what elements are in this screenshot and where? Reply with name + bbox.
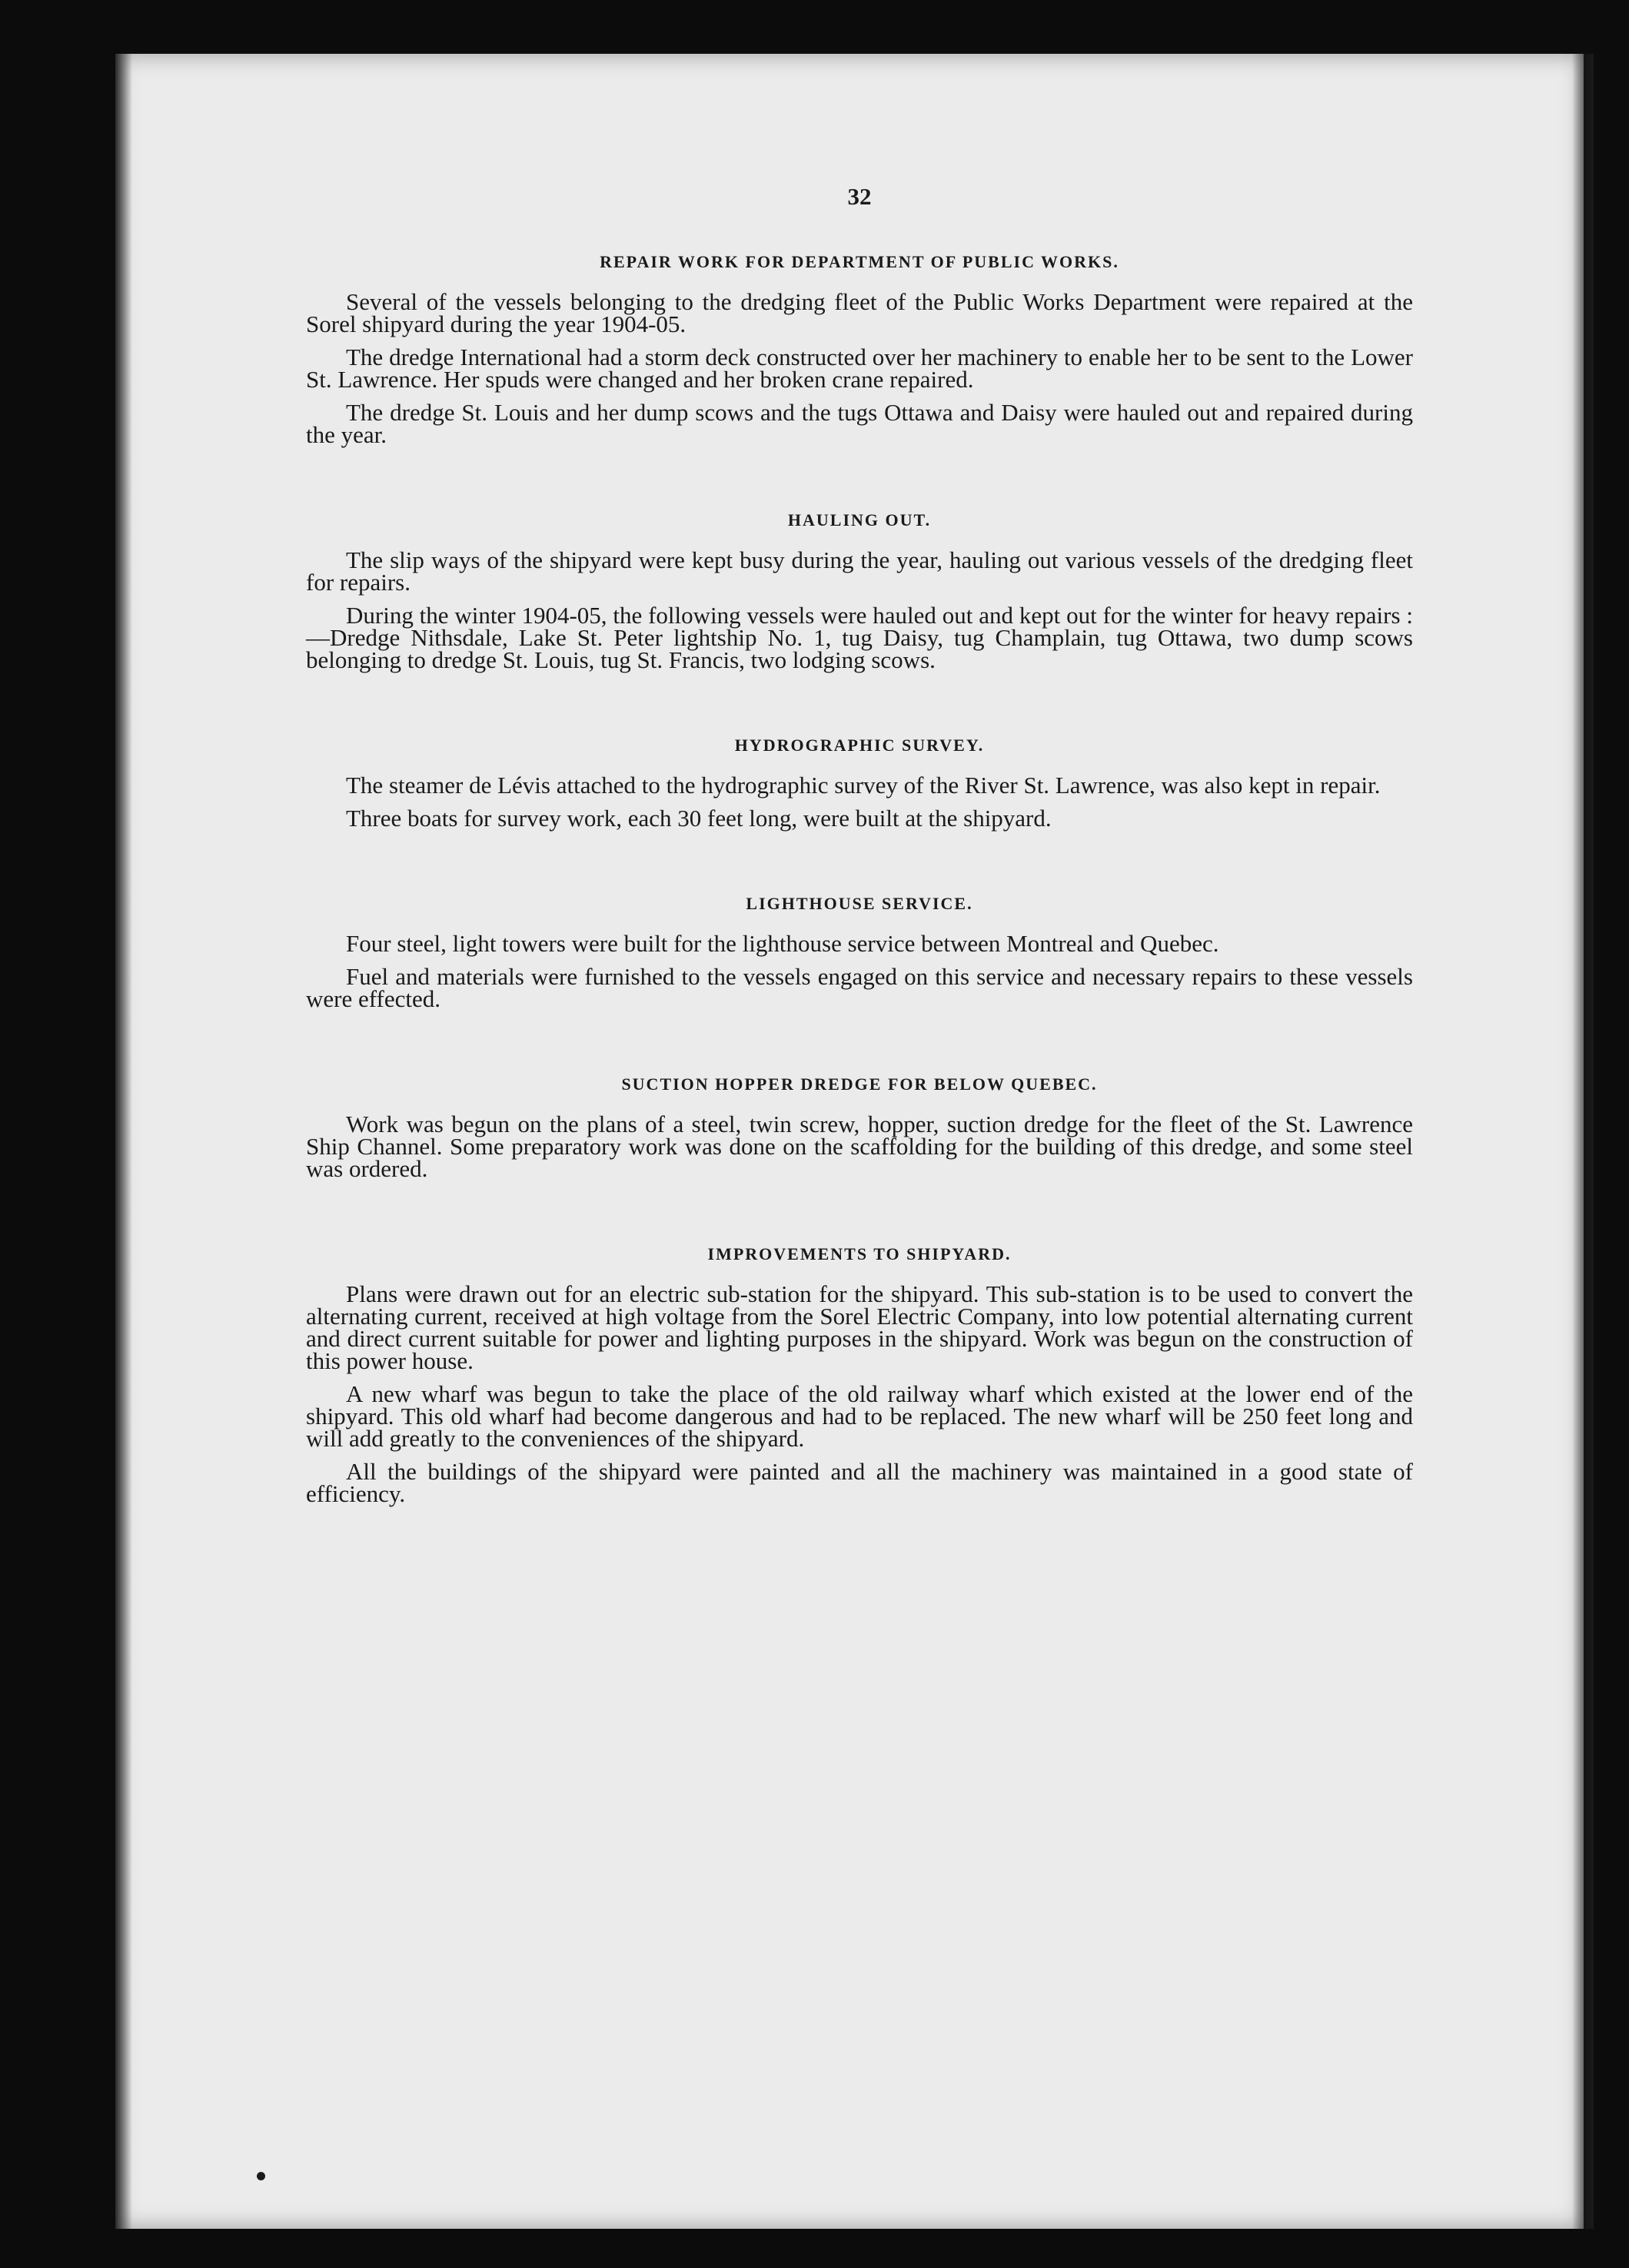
page-content [306,183,1413,1516]
page-shadow-right [1572,54,1594,2229]
paragraph: Four steel, light towers were built for the lighthouse service between Montreal and Quebec. [346,930,1219,957]
page-shadow-left [115,54,132,2229]
paragraph: Plans were drawn out for an electric sub-station for the shipyard. This sub-station is to be used to convert the alternating current, received at high voltage from the Sorel Electric Company, into low potential alternating current and direct current suitable for power and lighting purposes in the shipyard. Work was begun on the construction of this power house. [306,1280,1413,1374]
section-heading: SUCTION HOPPER DREDGE FOR BELOW QUEBEC. [621,1074,1098,1094]
ink-dot-mark [257,2172,265,2180]
section-suction-hopper-dredge [306,1074,1413,1180]
paragraph: Work was begun on the plans of a steel, twin screw, hopper, suction dredge for the fleet of the St. Lawrence Ship Channel. Some preparatory work was done on the scaffolding for the building of this dredge, and some steel was ordered. [306,1111,1413,1182]
paragraph: Fuel and materials were furnished to the vessels engaged on this service and necessary repairs to these vessels were effected. [306,963,1413,1012]
section-repair-work [306,252,1413,446]
paragraph: A new wharf was begun to take the place of the old railway wharf which existed at the lower end of the shipyard. This old wharf had become dangerous and had to be replaced. The new wharf will be 250 feet long and will add greatly to the conveniences of the shipyard. [306,1380,1413,1452]
section-heading: REPAIR WORK FOR DEPARTMENT OF PUBLIC WORKS. [600,252,1119,271]
paragraph: The steamer de Lévis attached to the hydrographic survey of the River St. Lawrence, was also kept in repair. [346,772,1381,799]
paragraph: During the winter 1904-05, the following vessels were hauled out and kept out for the winter for heavy repairs :—Dredge Nithsdale, Lake St. Peter lightship No. 1, tug Daisy, tug Champlain, tug Ottawa, two dump scows belonging to dredge St. Louis, tug St. Francis, two lodging scows. [306,602,1413,673]
section-hydrographic-survey [306,736,1413,832]
section-hauling-out [306,510,1413,671]
section-heading: LIGHTHOUSE SERVICE. [746,894,973,913]
section-heading: HAULING OUT. [787,510,932,530]
section-heading: IMPROVEMENTS TO SHIPYARD. [707,1244,1012,1264]
paragraph: Three boats for survey work, each 30 feet long, were built at the shipyard. [346,805,1052,832]
paragraph: All the buildings of the shipyard were painted and all the machinery was maintained in a good state of efficiency. [306,1458,1413,1507]
paragraph: Several of the vessels belonging to the dredging fleet of the Public Works Department were repaired at the Sorel shipyard during the year 1904-05. [306,288,1413,337]
paragraph: The dredge International had a storm deck constructed over her machinery to enable her to be sent to the Lower St. Lawrence. Her spuds were changed and her broken crane repaired. [306,344,1413,393]
section-heading: HYDROGRAPHIC SURVEY. [734,736,985,755]
paragraph: The dredge St. Louis and her dump scows and the tugs Ottawa and Daisy were hauled out and repaired during the year. [306,399,1413,448]
paragraph: The slip ways of the shipyard were kept busy during the year, hauling out various vessels of the dredging fleet for repairs. [306,546,1413,596]
section-improvements-to-shipyard [306,1244,1413,1505]
section-lighthouse-service [306,894,1413,1010]
page-number: 32 [847,183,872,210]
